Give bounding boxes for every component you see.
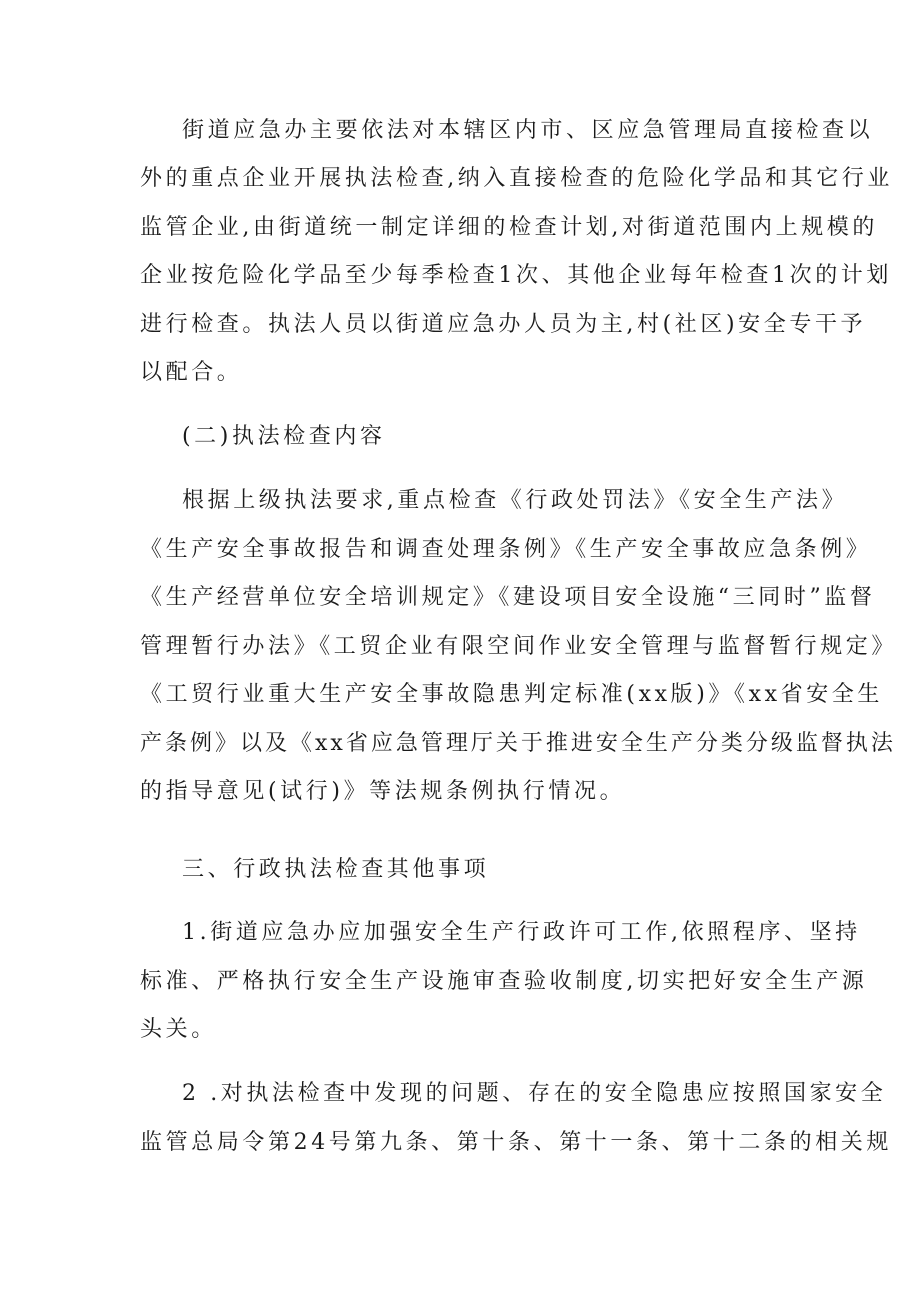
paragraph-2-line-3: 《生产经营单位安全培训规定》《建设项目安全设施“三同时”监督 xyxy=(140,585,876,610)
subheading-inspection-content: (二)执法检查内容 xyxy=(182,424,386,449)
paragraph-1-line-6: 以配合。 xyxy=(140,360,243,385)
paragraph-1-line-5: 进行检查。执法人员以街道应急办人员为主,村(社区)安全专干予 xyxy=(140,312,867,337)
paragraph-2-line-6: 产条例》以及《xx省应急管理厅关于推进安全生产分类分级监督执法 xyxy=(140,731,896,756)
item-2-line-2: 监管总局令第24号第九条、第十条、第十一条、第十二条的相关规 xyxy=(140,1130,892,1155)
paragraph-2-line-2: 《生产安全事故报告和调查处理条例》《生产安全事故应急条例》 xyxy=(140,537,872,562)
item-1-line-3: 头关。 xyxy=(140,1017,217,1042)
section-3-heading: 三、行政执法检查其他事项 xyxy=(182,857,490,882)
item-2-line-1: 2 .对执法检查中发现的问题、存在的安全隐患应按照国家安全 xyxy=(182,1081,887,1106)
item-1-line-2: 标准、严格执行安全生产设施审查验收制度,切实把好安全生产源 xyxy=(140,969,868,994)
paragraph-2-line-5: 《工贸行业重大生产安全事故隐患判定标准(xx版)》《xx省安全生 xyxy=(140,682,883,707)
paragraph-2-line-7: 的指导意见(试行)》等法规条例执行情况。 xyxy=(140,779,626,804)
paragraph-1-line-3: 监管企业,由街道统一制定详细的检查计划,对街道范围内上规模的 xyxy=(140,215,878,240)
paragraph-1-line-2: 外的重点企业开展执法检查,纳入直接检查的危险化学品和其它行业 xyxy=(140,166,893,191)
paragraph-1-line-1: 街道应急办主要依法对本辖区内市、区应急管理局直接检查以 xyxy=(182,118,874,143)
paragraph-2-line-4: 管理暂行办法》《工贸企业有限空间作业安全管理与监督暂行规定》 xyxy=(140,634,898,659)
paragraph-2-line-1: 根据上级执法要求,重点检查《行政处罚法》《安全生产法》 xyxy=(182,488,848,513)
paragraph-1-line-4: 企业按危险化学品至少每季检查1次、其他企业每年检查1次的计划 xyxy=(140,263,892,288)
item-1-line-1: 1.街道应急办应加强安全生产行政许可工作,依照程序、坚持 xyxy=(182,920,861,945)
